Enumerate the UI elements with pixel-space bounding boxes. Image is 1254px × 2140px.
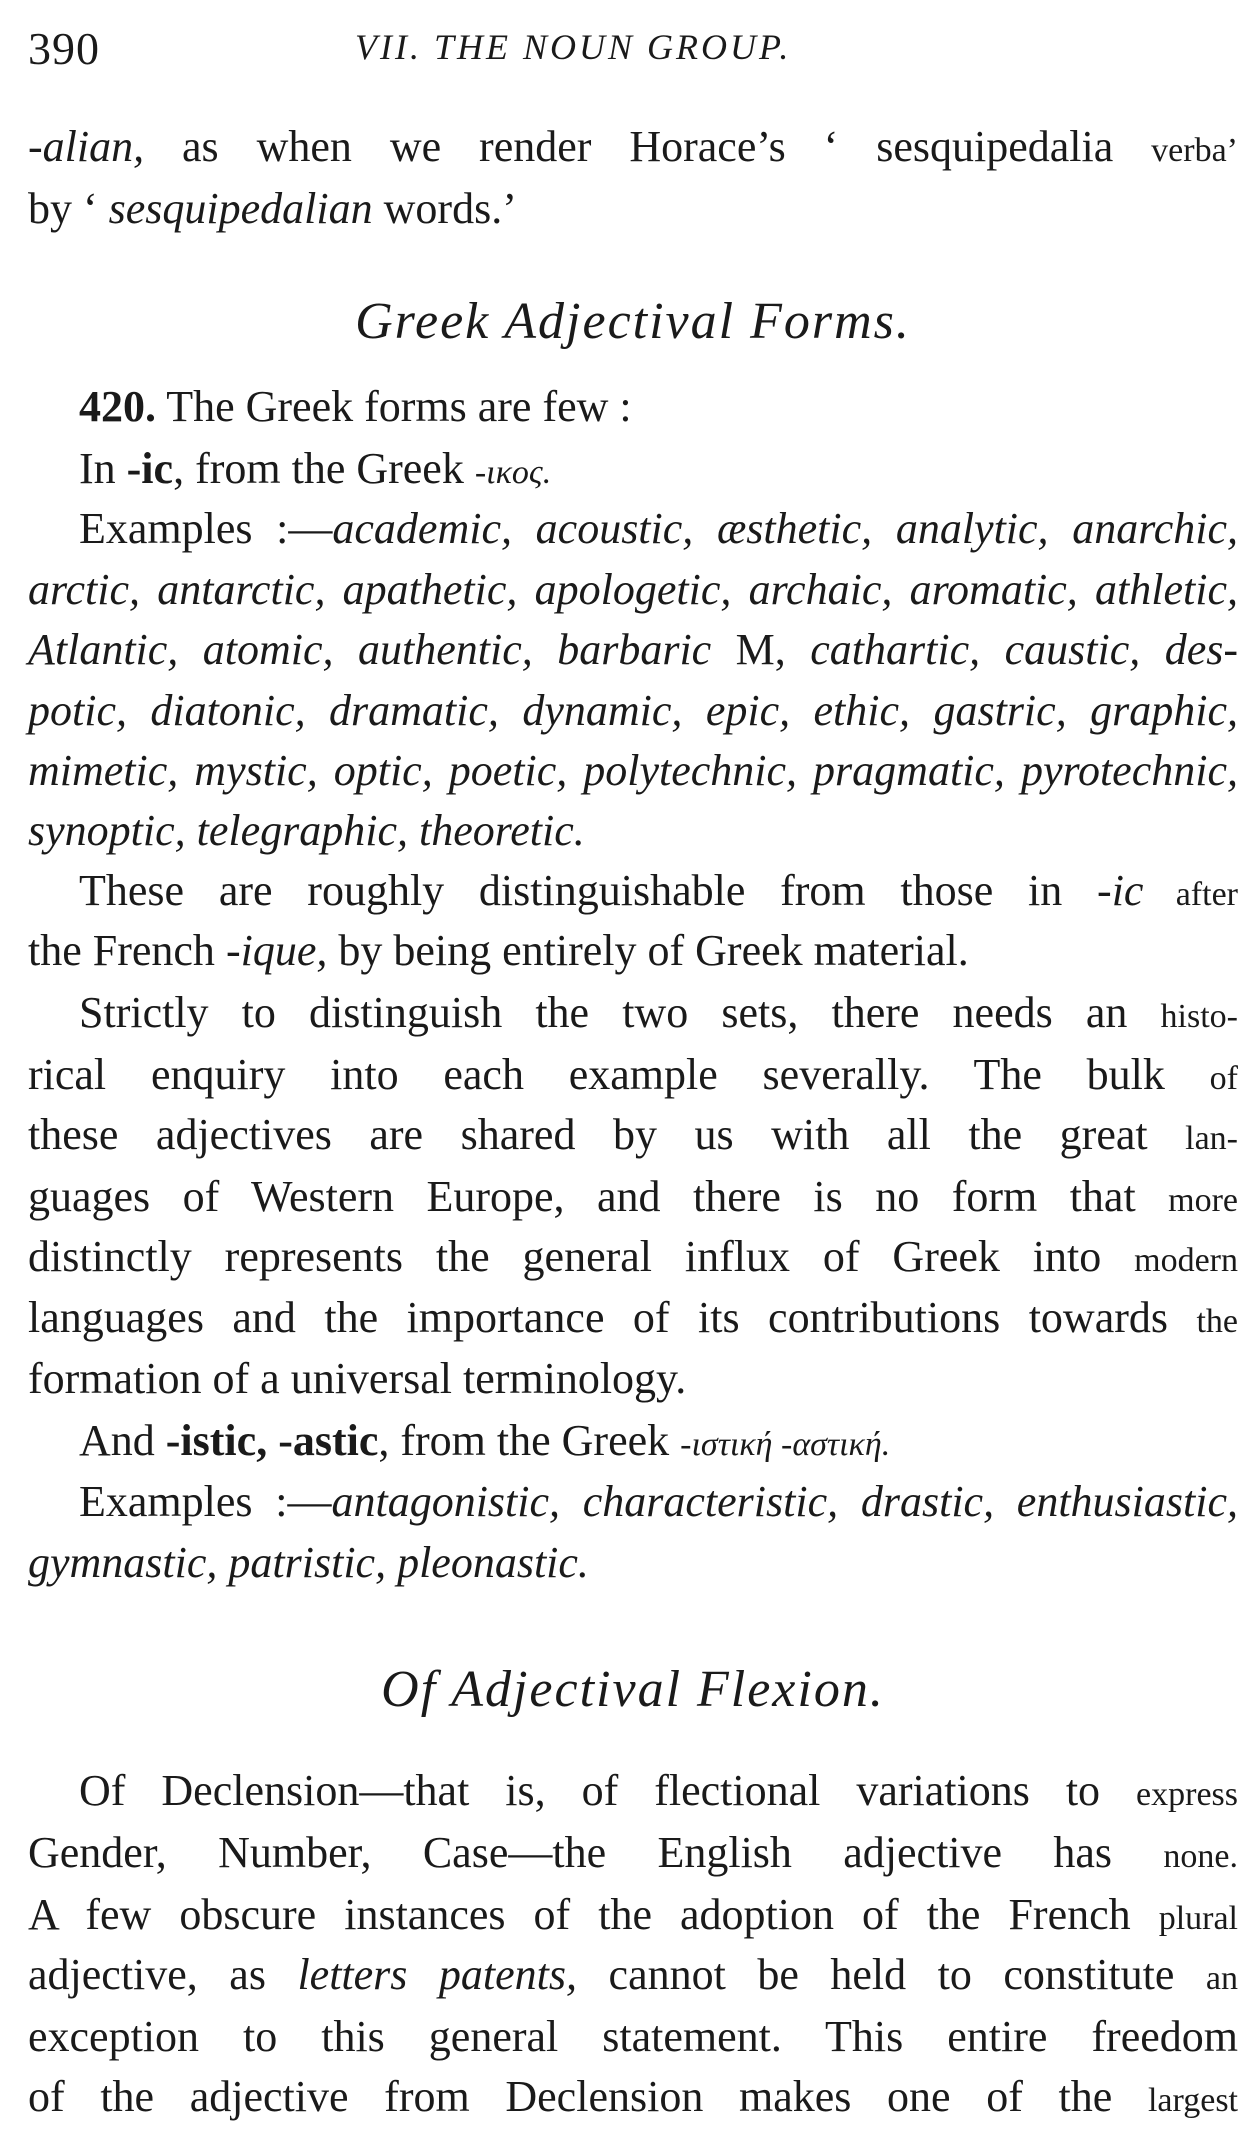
text-span: And bbox=[79, 1416, 166, 1465]
page-number: 390 bbox=[28, 23, 100, 74]
text-span: In bbox=[79, 444, 127, 493]
para-strictly-line-2 bbox=[28, 1046, 1238, 1108]
text-span: languages and the importance of its contributions towards bbox=[28, 1293, 1197, 1342]
text-span: , from the Greek bbox=[378, 1416, 681, 1465]
para-strictly-line-6 bbox=[28, 1289, 1238, 1351]
text-span: more bbox=[1168, 1182, 1238, 1219]
text-span: of the adjective from Declension makes one of the bbox=[28, 2072, 1148, 2121]
text-span: , from the Greek bbox=[173, 444, 475, 493]
para-istic-line-1 bbox=[79, 1412, 890, 1474]
text-span: an bbox=[1205, 1960, 1239, 1997]
para-strictly-line-4 bbox=[28, 1168, 1238, 1230]
section-420-ic-line bbox=[79, 440, 551, 502]
suffix-term: -ic bbox=[126, 444, 174, 493]
para-declension-line-2 bbox=[28, 1824, 1238, 1886]
section-420-intro bbox=[79, 378, 632, 436]
text-span: -ic bbox=[1097, 866, 1144, 915]
text-span: histo- bbox=[1160, 998, 1238, 1035]
text-span: antagonistic, characteristic, drastic, enthusiastic, bbox=[331, 1477, 1238, 1526]
para-strictly-line-5 bbox=[28, 1228, 1238, 1290]
examples-ic-line-3 bbox=[28, 621, 1238, 679]
para-distinguish-line-2 bbox=[28, 922, 969, 980]
section-heading-flexion: Of Adjectival Flexion. bbox=[381, 1661, 885, 1718]
examples-ic-line-2: arctic, antarctic, apathetic, apologetic, archaic, aromatic, athletic, bbox=[28, 565, 1238, 614]
para-declension-line-6 bbox=[28, 2068, 1238, 2130]
book-page bbox=[28, 0, 1239, 2121]
para-declension-line-1 bbox=[79, 1762, 1238, 1824]
examples-ic-line-1 bbox=[79, 500, 1238, 558]
greek-text: -ικος. bbox=[474, 454, 552, 491]
text-span: sesquipedalian bbox=[108, 184, 373, 233]
text-span: as when we render Horace’s ‘ sesquipedalia bbox=[144, 122, 1152, 171]
examples-ic-line-5: mimetic, mystic, optic, poetic, polytechnic, pragmatic, pyrotechnic, bbox=[28, 746, 1238, 795]
greek-text: -ιστική -αστική. bbox=[680, 1426, 891, 1463]
section-number: 420. bbox=[79, 382, 156, 431]
text-span: The Greek forms are few : bbox=[156, 382, 632, 431]
text-span: largest bbox=[1147, 2082, 1238, 2119]
para-declension-line-5: exception to this general statement. This entire freedom bbox=[28, 2012, 1238, 2061]
text-span: by being entirely of Greek material. bbox=[327, 926, 969, 975]
running-title: VII. THE NOUN GROUP. bbox=[355, 27, 792, 67]
para-declension-line-4 bbox=[28, 1946, 1238, 2008]
para-strictly-line-3 bbox=[28, 1106, 1238, 1168]
text-span: the bbox=[1196, 1303, 1238, 1340]
text-span: lan- bbox=[1185, 1120, 1238, 1157]
text-span: These are roughly distinguishable from those in bbox=[79, 866, 1098, 915]
text-span: adjective, as bbox=[28, 1950, 298, 1999]
text-span: the French bbox=[28, 926, 226, 975]
text-span: modern bbox=[1134, 1242, 1238, 1279]
examples-label: Examples :— bbox=[79, 1477, 332, 1526]
running-head bbox=[28, 0, 1238, 90]
examples-istic-line-1 bbox=[79, 1473, 1238, 1531]
examples-ic-line-6: synoptic, telegraphic, theoretic. bbox=[28, 806, 585, 855]
text-span: these adjectives are shared by us with all the great bbox=[28, 1110, 1186, 1159]
para-distinguish-line-1 bbox=[79, 862, 1238, 924]
text-span: M, bbox=[711, 625, 811, 674]
text-span: Atlantic, atomic, authentic, barbaric bbox=[28, 625, 712, 674]
para-strictly-line-7: formation of a universal terminology. bbox=[28, 1354, 687, 1403]
examples-istic-line-2: gymnastic, patristic, pleonastic. bbox=[28, 1538, 589, 1587]
section-heading-greek: Greek Adjectival Forms. bbox=[355, 293, 911, 350]
text-span: after bbox=[1143, 876, 1238, 913]
para-declension-line-3 bbox=[28, 1886, 1238, 1948]
suffix-term: -istic, -astic bbox=[165, 1416, 379, 1465]
para-alian-line-2 bbox=[28, 180, 517, 238]
text-span: words.’ bbox=[372, 184, 517, 233]
text-span: Gender, Number, Case—the English adjective has bbox=[28, 1828, 1164, 1877]
para-strictly-line-1 bbox=[79, 984, 1238, 1046]
text-span: Strictly to distinguish the two sets, there needs an bbox=[79, 988, 1161, 1037]
examples-ic-line-4: potic, diatonic, dramatic, dynamic, epic, ethic, gastric, graphic, bbox=[28, 686, 1238, 735]
text-span: academic, acoustic, æsthetic, analytic, anarchic, bbox=[332, 504, 1238, 553]
text-span: Of Declension—that is, of flectional variations to bbox=[79, 1766, 1137, 1815]
text-span: A few obscure instances of the adoption of the French bbox=[28, 1890, 1159, 1939]
text-span: cathartic, caustic, des- bbox=[810, 625, 1238, 674]
text-span: -alian, bbox=[28, 122, 145, 171]
text-span: of bbox=[1209, 1060, 1238, 1097]
text-span: verba’ bbox=[1151, 132, 1238, 169]
text-span: plural bbox=[1158, 1900, 1238, 1937]
examples-label: Examples :— bbox=[79, 504, 333, 553]
text-span: distinctly represents the general influx of Greek into bbox=[28, 1232, 1135, 1281]
text-span: by ‘ bbox=[28, 184, 109, 233]
text-span: cannot be held to constitute bbox=[577, 1950, 1206, 1999]
text-span: none. bbox=[1163, 1838, 1238, 1875]
text-span: rical enquiry into each example severally. The bulk bbox=[28, 1050, 1210, 1099]
text-span: express bbox=[1136, 1776, 1238, 1813]
text-span: guages of Western Europe, and there is no form that bbox=[28, 1172, 1169, 1221]
text-span: letters patents, bbox=[297, 1950, 578, 1999]
text-span: -ique, bbox=[225, 926, 328, 975]
para-alian-line-1 bbox=[28, 118, 1238, 180]
